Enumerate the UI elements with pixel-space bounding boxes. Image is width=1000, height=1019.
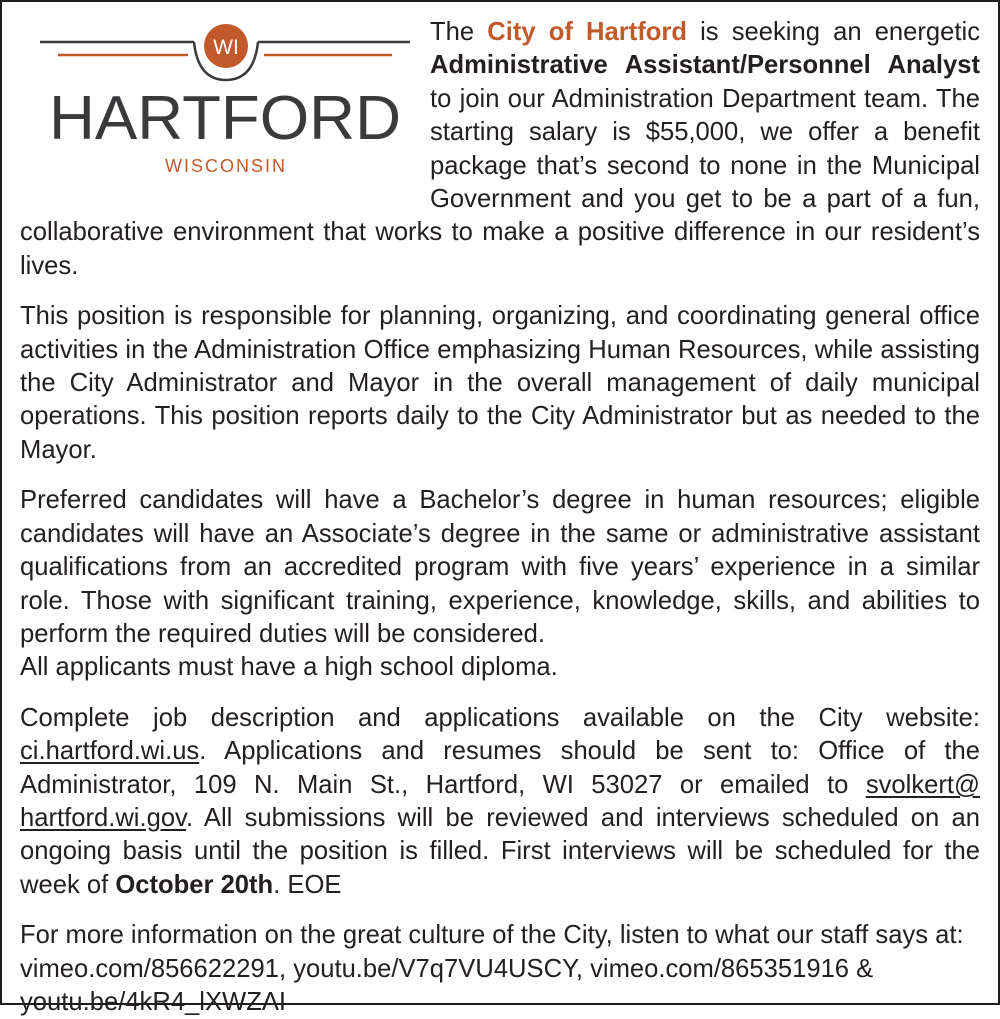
link-separator: , — [575, 954, 591, 983]
culture-paragraph — [20, 919, 980, 1019]
city-name-highlight: City of Hartford — [487, 18, 687, 46]
intro-text-3: to join our Administration Department team. The starting salary is $55,000, we offer a benefit package that’s second to none in the Municipal Government and you get to be a part of a fun, collaborative environment that works to make a positive difference in our resident’s lives. — [20, 84, 980, 280]
email-part-1[interactable]: svolkert@ — [865, 770, 980, 799]
city-website-link[interactable]: ci.hartford.wi.us — [20, 737, 200, 766]
culture-text: For more information on the great culture of the City, listen to what our staff says at: — [20, 921, 964, 950]
vimeo-link-1[interactable]: vimeo.com/856622291 — [20, 954, 279, 983]
intro-text-1: The — [430, 18, 488, 46]
application-text-4: . EOE — [273, 870, 342, 899]
application-text-1: Complete job description and applications available on the City website: — [20, 703, 980, 732]
application-text-3: . All submissions will be reviewed and interviews scheduled on an ongoing basis until the position is filled. First interviews will be scheduled for the week of — [20, 803, 980, 899]
application-paragraph — [20, 702, 980, 902]
qualifications-text: Preferred candidates will have a Bachelor’s degree in human resources; eligible candidates will have an Associate’s degree in the same or administrative assistant qualifications from an accredited program with five years’ experience in a similar role. Those with significant training, experience, knowledge, skills, and abilities to perform the required duties will be considered. — [20, 486, 980, 648]
application-text-2: . Applications and resumes should be sent to: Office of the Administrator, 109 N. Main St., Hartford, WI 53027 or emailed to — [20, 737, 980, 799]
responsibilities-paragraph: This position is responsible for planning, organizing, and coordinating general office activities in the Administration Office emphasizing Human Resources, while assisting the City Administrator and Mayor in the overall management of daily municipal operations. This position reports daily to the City Administrator but as needed to the Mayor. — [20, 302, 980, 464]
diploma-requirement: All applicants must have a high school diploma. — [20, 653, 558, 682]
logo-state-name: WISCONSIN — [164, 156, 288, 176]
link-separator: , — [278, 954, 294, 983]
youtube-link-2[interactable]: youtu.be/4kR4_lXWZAI — [20, 987, 287, 1016]
email-part-2[interactable]: hartford.wi.gov — [20, 803, 186, 832]
job-title: Administrative Assistant/Personnel Analyst — [430, 51, 980, 80]
logo-city-name: HARTFORD — [49, 84, 401, 153]
intro-text-2: is seeking an energetic — [686, 18, 980, 46]
link-separator: & — [849, 954, 874, 983]
qualifications-paragraph — [20, 484, 980, 684]
interview-date: October 20th — [115, 870, 274, 899]
youtube-link-1[interactable]: youtu.be/V7q7VU4USCY — [293, 954, 576, 983]
logo-badge-text: WI — [213, 36, 239, 59]
vimeo-link-2[interactable]: vimeo.com/865351916 — [590, 954, 850, 983]
hartford-logo — [38, 22, 416, 190]
